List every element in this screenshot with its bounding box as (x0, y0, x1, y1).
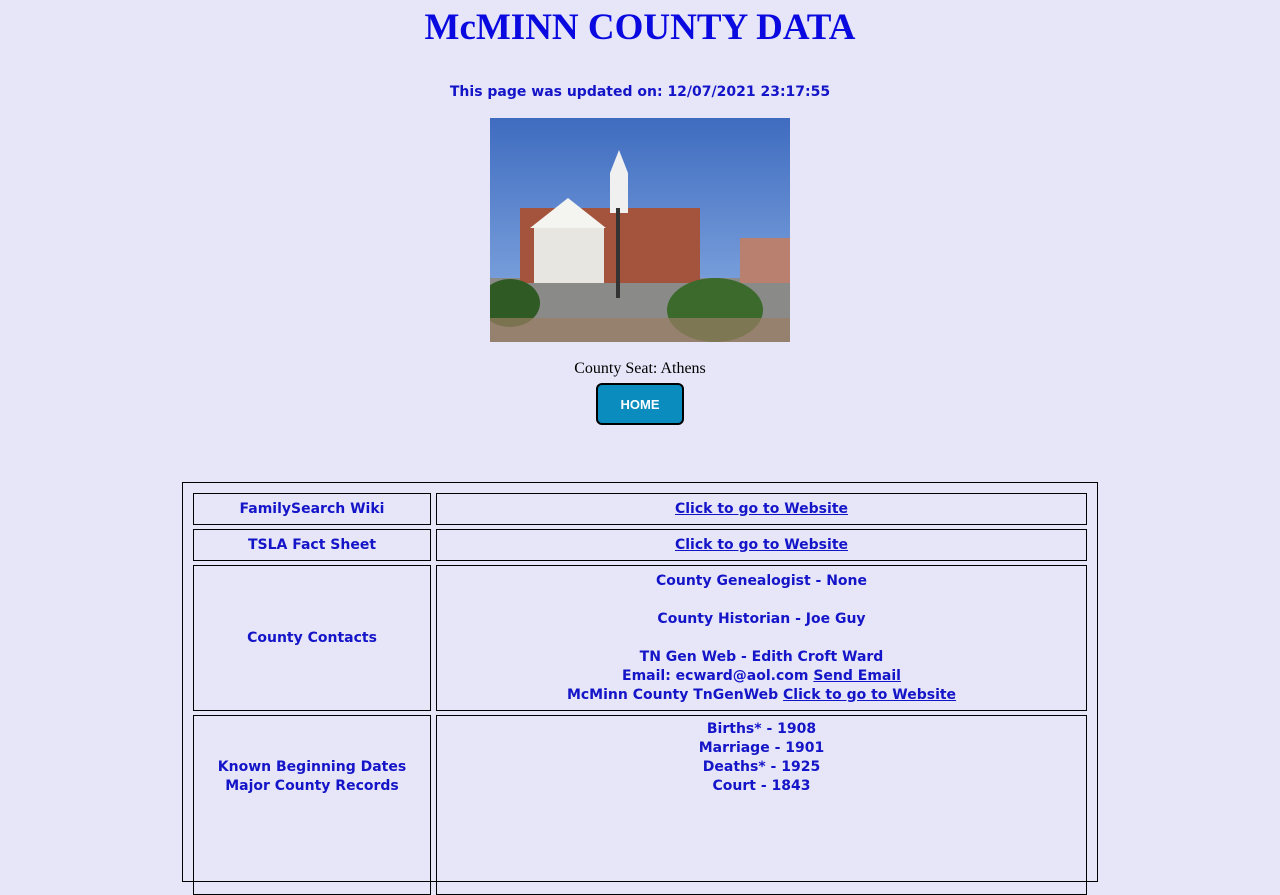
row-label-tsla: TSLA Fact Sheet (193, 529, 431, 561)
courthouse-photo (490, 118, 790, 342)
row-label-familysearch: FamilySearch Wiki (193, 493, 431, 525)
home-button[interactable]: HOME (596, 383, 684, 425)
record-date-births: Births* - 1908 (706, 721, 817, 737)
county-genealogist: County Genealogist - None (655, 572, 868, 589)
tngenweb-contact: TN Gen Web - Edith Croft Ward (639, 648, 884, 665)
tngenweb-site-text: McMinn County TnGenWeb (566, 686, 779, 703)
page-title: McMINN COUNTY DATA (424, 7, 856, 48)
tngenweb-website-link[interactable]: Click to go to Website (783, 686, 957, 703)
send-email-link[interactable]: Send Email (813, 667, 901, 684)
county-seat: County Seat: Athens (574, 360, 706, 377)
email-text: Email: ecward@aol.com (622, 667, 809, 684)
familysearch-website-link[interactable]: Click to go to Website (674, 500, 849, 517)
label-line-2: Major County Records (225, 778, 399, 794)
record-date-marriage: Marriage - 1901 (698, 740, 825, 756)
updated-timestamp: This page was updated on: 12/07/2021 23:17:55 (449, 84, 831, 100)
record-date-deaths: Deaths* - 1925 (702, 759, 821, 775)
tsla-website-link[interactable]: Click to go to Website (674, 536, 849, 553)
county-data-table (182, 482, 1098, 882)
record-date-court: Court - 1843 (712, 778, 811, 794)
label-line-1: Known Beginning Dates (217, 759, 407, 775)
row-label-contacts: County Contacts (193, 565, 431, 711)
row-value-tsla (436, 529, 1087, 561)
row-value-contacts (436, 565, 1087, 711)
row-label-record-dates (193, 715, 431, 895)
row-value-familysearch (436, 493, 1087, 525)
county-historian: County Historian - Joe Guy (657, 610, 866, 627)
row-value-record-dates (436, 715, 1087, 895)
